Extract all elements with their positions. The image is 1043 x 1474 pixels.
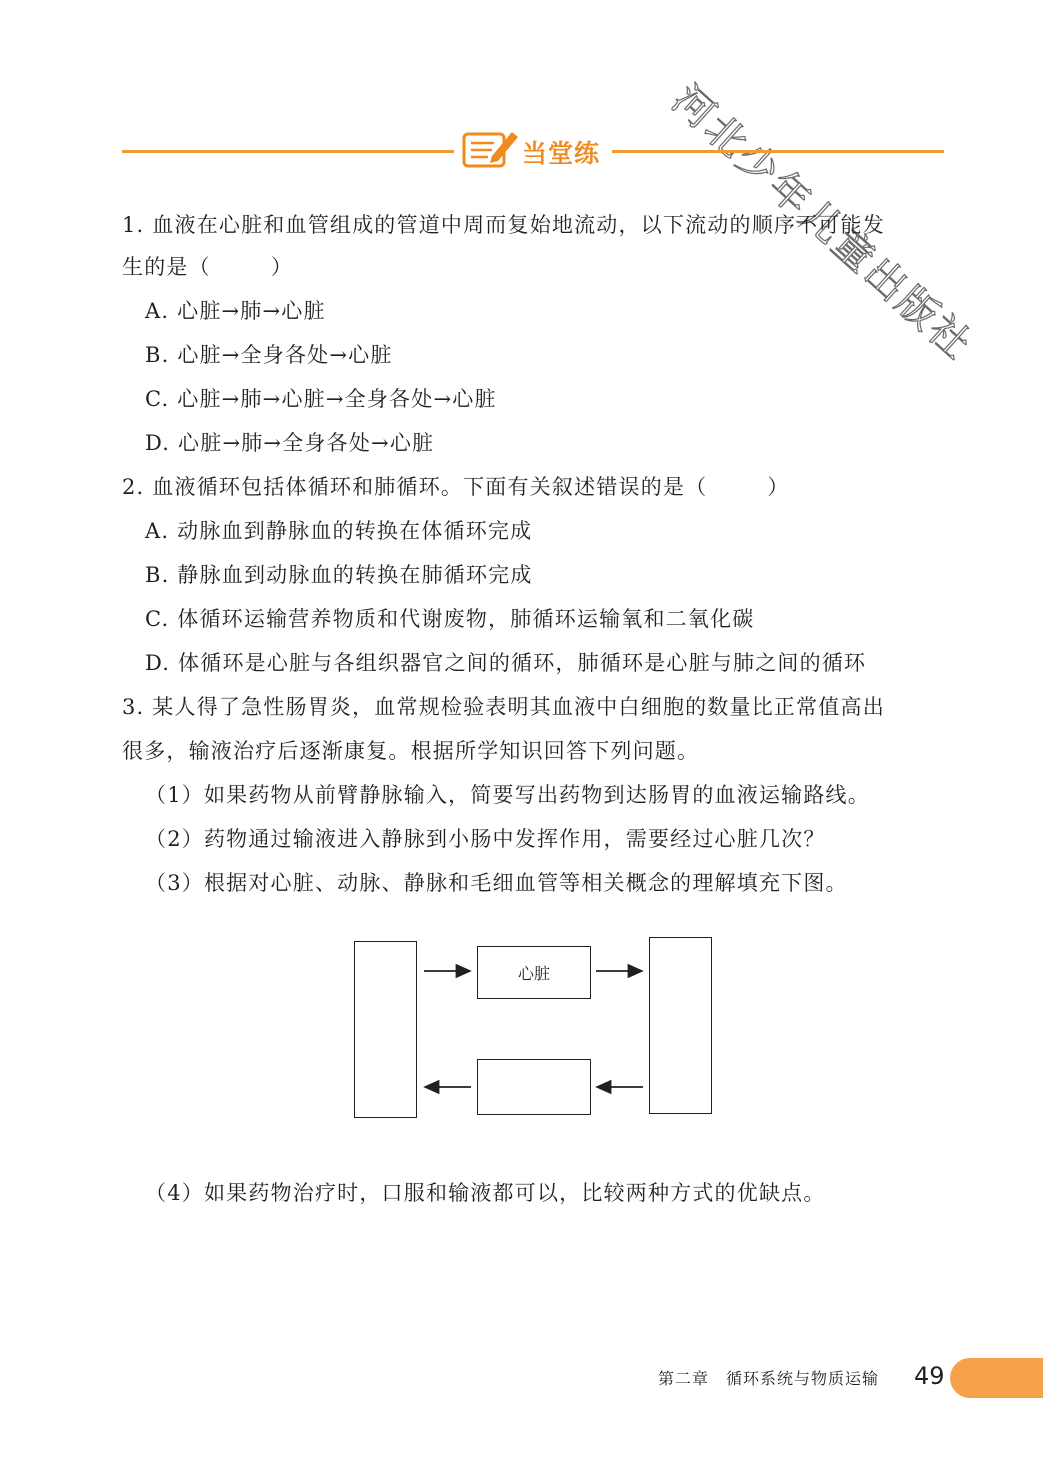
- question-1-option-c: C. 心脏→肺→心脏→全身各处→心脏: [145, 387, 497, 411]
- question-2-line-1: 2. 血液循环包括体循环和肺循环。下面有关叙述错误的是（ ）: [122, 475, 790, 499]
- question-1-line-1: 1. 血液在心脏和血管组成的管道中周而复始地流动，以下流动的顺序不可能发: [122, 213, 885, 237]
- question-3-sub-3: （3）根据对心脏、动脉、静脉和毛细血管等相关概念的理解填充下图。: [145, 871, 848, 895]
- question-1-option-d: D. 心脏→肺→全身各处→心脏: [145, 431, 435, 455]
- question-3-line-1: 3. 某人得了急性肠胃炎，血常规检验表明其血液中白细胞的数量比正常值高出: [122, 695, 885, 719]
- question-3-line-2: 很多，输液治疗后逐渐康复。根据所学知识回答下列问题。: [122, 739, 700, 763]
- page-tab: [950, 1358, 1043, 1398]
- heart-label: 心脏: [517, 964, 550, 983]
- question-1-line-2: 生的是（ ）: [122, 255, 294, 279]
- diagram-blank-right[interactable]: [649, 937, 712, 1114]
- diagram-blank-left[interactable]: [354, 941, 417, 1118]
- question-2-option-a: A. 动脉血到静脉血的转换在体循环完成: [145, 519, 533, 543]
- question-2-option-c: C. 体循环运输营养物质和代谢废物，肺循环运输氧和二氧化碳: [145, 607, 755, 631]
- question-1-option-a: A. 心脏→肺→心脏: [145, 299, 326, 323]
- diagram-blank-bottom[interactable]: [477, 1059, 591, 1115]
- section-title: 当堂练: [522, 139, 601, 168]
- header-rule-right: [612, 150, 944, 153]
- question-1-option-b: B. 心脏→全身各处→心脏: [145, 343, 393, 367]
- question-2-option-b: B. 静脉血到动脉血的转换在肺循环完成: [145, 563, 533, 587]
- question-3-sub-2: （2）药物通过输液进入静脉到小肠中发挥作用，需要经过心脏几次？: [145, 827, 826, 851]
- publisher-watermark: 河北少年儿童出版社: [663, 76, 982, 370]
- diagram-heart-box: [477, 946, 591, 999]
- question-3-sub-1: （1）如果药物从前臂静脉输入，简要写出药物到达肠胃的血液运输路线。: [145, 783, 870, 807]
- header-rule-left: [122, 150, 454, 153]
- question-3-sub-4: （4）如果药物治疗时，口服和输液都可以，比较两种方式的优缺点。: [145, 1181, 826, 1205]
- question-2-option-d: D. 体循环是心脏与各组织器官之间的循环，肺循环是心脏与肺之间的循环: [145, 651, 867, 675]
- page-number: 49: [914, 1362, 945, 1390]
- pencil-note-icon: [462, 126, 520, 170]
- chapter-title: 第二章 循环系统与物质运输: [658, 1369, 880, 1388]
